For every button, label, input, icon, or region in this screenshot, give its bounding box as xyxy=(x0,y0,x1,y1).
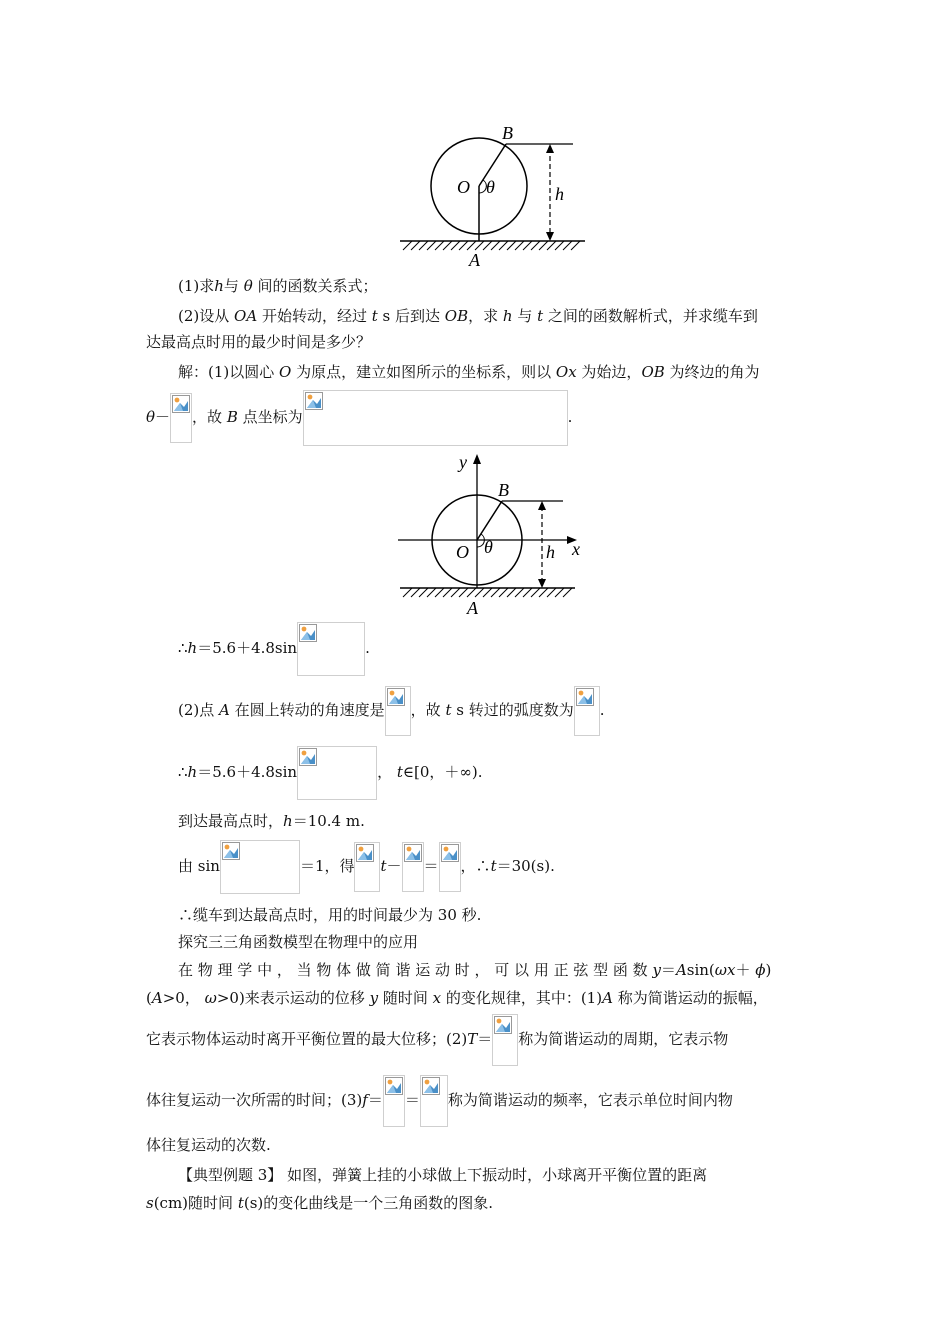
formula-image xyxy=(574,686,600,736)
formula-image xyxy=(297,622,365,676)
broken-image-icon xyxy=(576,688,594,706)
formula-image xyxy=(439,842,461,892)
label-theta: θ xyxy=(484,537,493,557)
formula-image xyxy=(170,393,192,443)
formula-image xyxy=(297,746,377,800)
label-x: x xyxy=(572,539,580,559)
broken-image-icon xyxy=(387,688,405,706)
broken-image-icon xyxy=(385,1077,403,1095)
label-y: y xyxy=(459,452,467,472)
question-2-line2: 达最高点时用的最少时间是多少？ xyxy=(146,333,372,351)
formula-image xyxy=(303,390,568,446)
broken-image-icon xyxy=(422,1077,440,1095)
solution-2-line1: (2)点 A 在圆上转动的角速度是 ，故 t s 转过的弧度数为 . xyxy=(178,686,605,736)
label-O: O xyxy=(457,177,470,197)
formula-image xyxy=(354,842,380,892)
figure-ferris-wheel xyxy=(395,120,595,270)
broken-image-icon xyxy=(222,842,240,860)
broken-image-icon xyxy=(299,624,317,642)
solution-1-line1: 解：(1)以圆心 O 为原点，建立如图所示的坐标系，则以 Ox 为始边，OB 为终边的角为 xyxy=(178,363,760,381)
label-B: B xyxy=(502,123,513,143)
figure-coordinate-system xyxy=(395,452,595,620)
broken-image-icon xyxy=(172,395,190,413)
broken-image-icon xyxy=(494,1016,512,1034)
formula-image xyxy=(220,840,300,894)
broken-image-icon xyxy=(404,844,422,862)
solution-2-line4: 由 sin ＝1，得 t－ ＝ ，∴t＝30(s). xyxy=(178,840,555,894)
physics-line4: 体往复运动一次所需的时间；(3)f＝ ＝ 称为简谐运动的频率，它表示单位时间内物 xyxy=(146,1075,733,1127)
label-A: A xyxy=(469,250,480,270)
solution-2-line3: 到达最高点时，h＝10.4 m. xyxy=(178,812,365,830)
formula-image xyxy=(385,686,411,736)
label-h: h xyxy=(546,542,555,562)
solution-1-result: ∴h＝5.6＋4.8sin . xyxy=(178,622,370,676)
label-A: A xyxy=(467,598,478,618)
formula-image xyxy=(383,1075,405,1127)
label-h: h xyxy=(555,184,564,204)
label-theta: θ xyxy=(486,177,495,197)
physics-line3: 它表示物体运动时离开平衡位置的最大位移；(2)T＝ 称为简谐运动的周期，它表示物 xyxy=(146,1014,728,1066)
solution-2-line2: ∴h＝5.6＋4.8sin ， t∈[0，＋∞). xyxy=(178,746,483,800)
example-3-line1: 【典型例题 3】 如图，弹簧上挂的小球做上下振动时，小球离开平衡位置的距离 xyxy=(178,1166,708,1184)
formula-image xyxy=(492,1014,518,1066)
solution-conclusion: ∴缆车到达最高点时，用的时间最少为 30 秒. xyxy=(178,906,482,924)
physics-line2: (A>0， ω>0)来表示运动的位移 y 随时间 x 的变化规律，其中：(1)A 称为简谐运动的振幅， xyxy=(146,989,768,1007)
question-2-line1: (2)设从 OA 开始转动，经过 t s 后到达 OB，求 h 与 t 之间的函数解析式，并求缆车到 xyxy=(178,307,758,325)
label-B: B xyxy=(498,480,509,500)
formula-image xyxy=(420,1075,448,1127)
question-1: (1)求h与 θ 间的函数关系式； xyxy=(178,277,378,295)
broken-image-icon xyxy=(441,844,459,862)
section-heading: 探究三三角函数模型在物理中的应用 xyxy=(178,933,419,951)
label-O: O xyxy=(456,542,469,562)
broken-image-icon xyxy=(305,392,323,410)
physics-line1: 在 物 理 学 中 ， 当 物 体 做 简 谐 运 动 时 ， 可 以 用 正 弦 型 函 数 y＝Asin(ωx＋ ϕ) xyxy=(178,961,772,979)
example-3-line2: s(cm)随时间 t(s)的变化曲线是一个三角函数的图象. xyxy=(146,1194,494,1212)
formula-image xyxy=(402,842,424,892)
broken-image-icon xyxy=(299,748,317,766)
solution-1-line2: θ－ ，故 B 点坐标为 . xyxy=(146,390,572,446)
broken-image-icon xyxy=(356,844,374,862)
physics-line5: 体往复运动的次数. xyxy=(146,1136,271,1154)
